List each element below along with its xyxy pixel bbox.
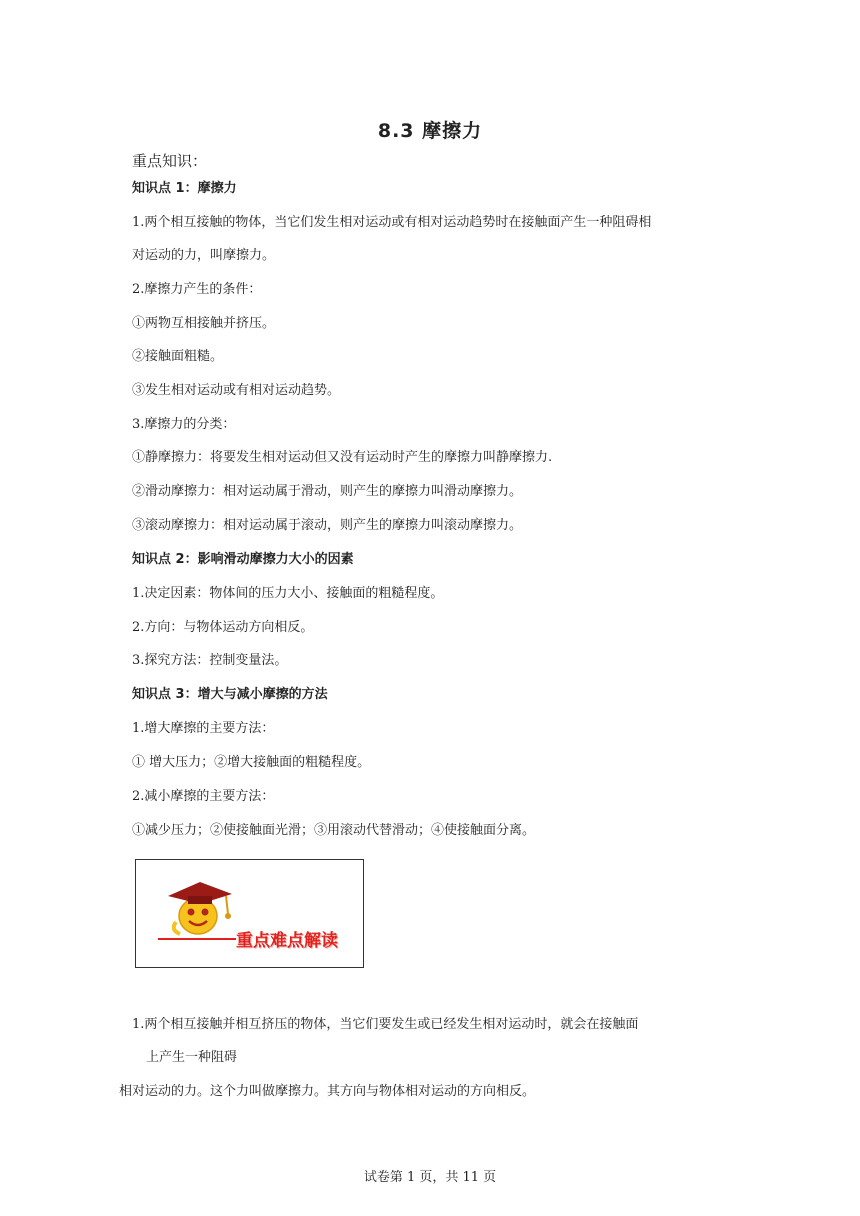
kp1-c3: ③发生相对运动或有相对运动趋势。 (132, 383, 341, 398)
kp2-l1: 1.决定因素：物体间的压力大小、接触面的粗糙程度。 (132, 586, 444, 601)
kp1-p3: 3.摩擦力的分类： (132, 417, 236, 432)
kp1-p2: 2.摩擦力产生的条件： (132, 282, 262, 297)
kp2-l2: 2.方向：与物体运动方向相反。 (132, 620, 314, 635)
kp1-p1-line2: 对运动的力，叫摩擦力。 (132, 248, 276, 263)
key-points-banner (135, 859, 364, 968)
reading-line2: 上产生一种阻碍 (146, 1050, 238, 1065)
banner-underline (158, 938, 236, 940)
kp1-c1: ①两物互相接触并挤压。 (132, 316, 276, 331)
reading-line1: 1.两个相互接触并相互挤压的物体，当它们要发生或已经发生相对运动时，就会在接触面 (132, 1017, 639, 1032)
kp3-l2: ① 增大压力；②增大接触面的粗糙程度。 (132, 755, 371, 770)
intro-label: 重点知识： (132, 152, 208, 170)
reading-line3: 相对运动的力。这个力叫做摩擦力。其方向与物体相对运动的方向相反。 (119, 1084, 536, 1099)
banner-text: 重点难点解读 (236, 931, 338, 951)
kp3-l3: 2.减小摩擦的主要方法： (132, 789, 275, 804)
kp3-l4: ①减少压力；②使接触面光滑；③用滚动代替滑动；④使接触面分离。 (132, 823, 536, 838)
page-title: 8.3 摩擦力 (377, 120, 483, 142)
kp1-t1: ①静摩擦力：将要发生相对运动但又没有运动时产生的摩擦力叫静摩擦力. (132, 450, 553, 465)
kp1-t3: ③滚动摩擦力：相对运动属于滚动，则产生的摩擦力叫滚动摩擦力。 (132, 518, 523, 533)
kp1-c2: ②接触面粗糙。 (132, 349, 224, 364)
kp3-heading: 知识点 3：增大与减小摩擦的方法 (132, 687, 328, 702)
kp2-l3: 3.探究方法：控制变量法。 (132, 653, 288, 668)
kp1-heading: 知识点 1：摩擦力 (132, 181, 237, 196)
graduation-cap-smiley-icon (158, 874, 238, 944)
kp1-t2: ②滑动摩擦力：相对运动属于滑动，则产生的摩擦力叫滑动摩擦力。 (132, 484, 523, 499)
kp2-heading: 知识点 2：影响滑动摩擦力大小的因素 (132, 552, 354, 567)
kp3-l1: 1.增大摩擦的主要方法： (132, 721, 275, 736)
kp1-p1-line1: 1.两个相互接触的物体，当它们发生相对运动或有相对运动趋势时在接触面产生一种阻碍相 (132, 215, 652, 230)
page-footer: 试卷第 1 页，共 11 页 (363, 1170, 497, 1185)
